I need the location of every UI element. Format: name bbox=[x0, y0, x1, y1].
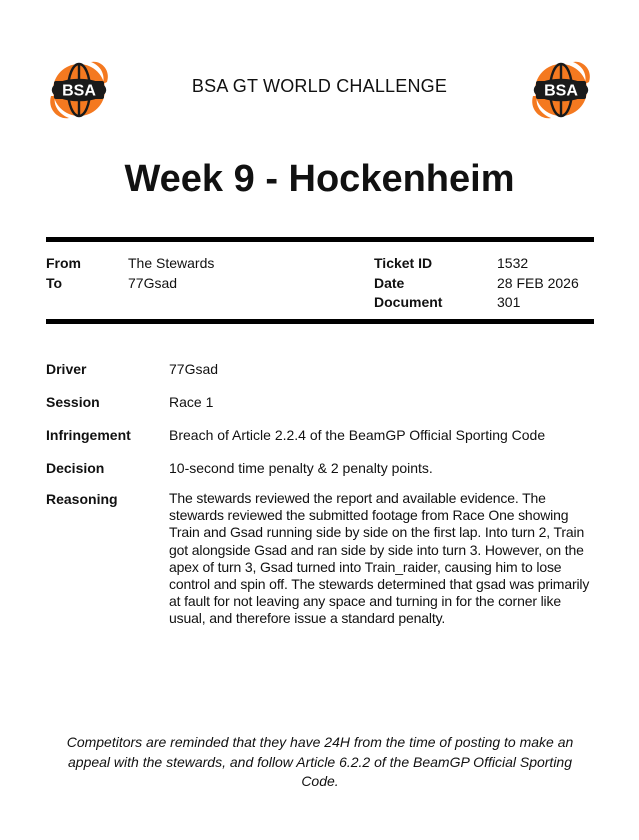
infringement-value: Breach of Article 2.2.4 of the BeamGP Official Sporting Code bbox=[169, 427, 546, 443]
driver-label: Driver bbox=[46, 361, 87, 377]
decision-label: Decision bbox=[46, 460, 105, 476]
ticket-id-value: 1532 bbox=[497, 255, 529, 271]
logo-text: BSA bbox=[62, 82, 96, 100]
from-value: The Stewards bbox=[128, 255, 215, 271]
driver-value: 77Gsad bbox=[169, 361, 219, 377]
to-value: 77Gsad bbox=[128, 275, 178, 291]
date-label: Date bbox=[374, 275, 405, 291]
date-value: 28 FEB 2026 bbox=[497, 275, 579, 291]
ticket-id-label: Ticket ID bbox=[374, 255, 433, 271]
from-label: From bbox=[46, 255, 81, 271]
session-value: Race 1 bbox=[169, 394, 214, 410]
document-label: Document bbox=[374, 294, 443, 310]
document-title: Week 9 - Hockenheim bbox=[124, 158, 515, 200]
infringement-label: Infringement bbox=[46, 427, 131, 443]
document-value: 301 bbox=[497, 294, 521, 310]
decision-value: 10-second time penalty & 2 penalty points. bbox=[169, 460, 433, 476]
to-label: To bbox=[46, 275, 63, 291]
appeal-notice: Competitors are reminded that they have 24H from the time of posting to make an appeal with the stewards, and follow Article 6.2.2 of the BeamGP Official Sporting Code. bbox=[66, 734, 574, 789]
reasoning-label: Reasoning bbox=[46, 491, 118, 507]
bottom-divider bbox=[46, 319, 594, 324]
series-name: BSA GT WORLD CHALLENGE bbox=[191, 76, 448, 96]
top-divider bbox=[46, 237, 594, 242]
session-label: Session bbox=[46, 394, 100, 410]
logo-text: BSA bbox=[544, 82, 578, 100]
reasoning-value: The stewards reviewed the report and available evidence. The stewards reviewed the submitted footage from Race One showing Train and Gsad running side by side on the first lap. Into turn 2, Train got alongside Gsad and ran side by side into turn 3. However, on the apex of turn 3, Gsad turned into Train_raider, causing him to lose control and spin off. The stewards determined that gsad was primarily at fault for not leaving any space and turning in for the corner like usual, and therefore issue a standard penalty. bbox=[169, 490, 590, 627]
